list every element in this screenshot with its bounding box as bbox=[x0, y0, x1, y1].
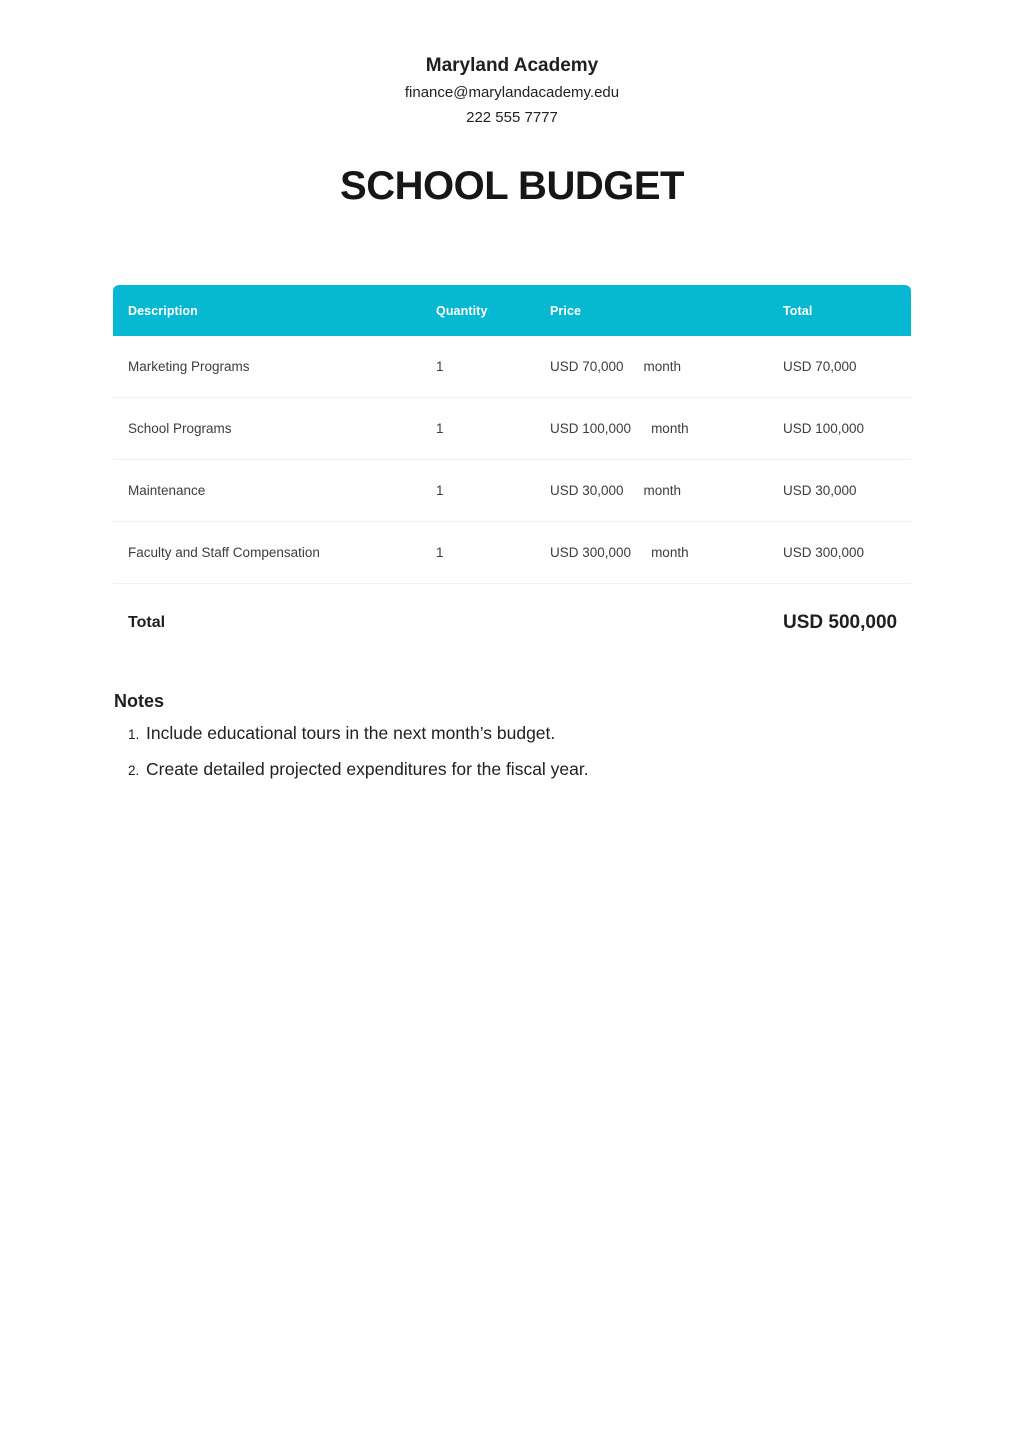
table-row bbox=[113, 522, 911, 584]
cell-quantity: 1 bbox=[436, 421, 444, 436]
total-value: USD 500,000 bbox=[783, 612, 898, 633]
total-label: Total bbox=[128, 614, 166, 631]
note-text: Create detailed projected expenditures for the fiscal year. bbox=[146, 759, 589, 779]
price-unit: month bbox=[643, 483, 682, 498]
cell-description: Maintenance bbox=[128, 483, 206, 498]
price-amount: USD 70,000 bbox=[550, 359, 624, 374]
org-name: Maryland Academy bbox=[425, 55, 599, 76]
note-number: 2. bbox=[128, 763, 140, 778]
page-title: SCHOOL BUDGET bbox=[340, 164, 684, 208]
cell-price bbox=[550, 421, 783, 436]
table-row bbox=[113, 460, 911, 522]
cell-description: School Programs bbox=[128, 421, 232, 436]
summary-row bbox=[113, 603, 911, 643]
price-amount: USD 30,000 bbox=[550, 483, 624, 498]
notes-heading: Notes bbox=[114, 691, 165, 711]
org-email: finance@marylandacademy.edu bbox=[404, 84, 620, 101]
cell-description: Marketing Programs bbox=[128, 359, 250, 374]
column-header-description: Description bbox=[128, 303, 198, 318]
list-item bbox=[114, 719, 911, 749]
column-header-price: Price bbox=[550, 303, 582, 318]
list-item bbox=[114, 755, 911, 785]
cell-price bbox=[550, 483, 783, 498]
cell-price bbox=[550, 545, 783, 560]
cell-quantity: 1 bbox=[436, 545, 444, 560]
price-amount: USD 300,000 bbox=[550, 545, 632, 560]
org-phone: 222 555 7777 bbox=[466, 109, 558, 126]
budget-table bbox=[113, 285, 911, 643]
cell-total: USD 70,000 bbox=[783, 359, 857, 374]
notes-section bbox=[114, 689, 911, 785]
price-unit: month bbox=[643, 359, 682, 374]
cell-description: Faculty and Staff Compensation bbox=[128, 545, 320, 560]
price-unit: month bbox=[651, 421, 689, 436]
note-text: Include educational tours in the next month’s budget. bbox=[146, 723, 556, 743]
note-number: 1. bbox=[128, 727, 140, 742]
column-header-total: Total bbox=[783, 303, 813, 318]
table-header-row bbox=[113, 285, 911, 336]
table-row bbox=[113, 398, 911, 460]
cell-total: USD 100,000 bbox=[783, 421, 865, 436]
letterhead bbox=[0, 0, 1024, 128]
cell-quantity: 1 bbox=[436, 483, 444, 498]
price-amount: USD 100,000 bbox=[550, 421, 632, 436]
price-unit: month bbox=[651, 545, 689, 560]
cell-total: USD 30,000 bbox=[783, 483, 857, 498]
cell-quantity: 1 bbox=[436, 359, 444, 374]
table-row bbox=[113, 336, 911, 398]
column-header-quantity: Quantity bbox=[436, 303, 488, 318]
cell-price bbox=[550, 359, 783, 374]
cell-total: USD 300,000 bbox=[783, 545, 865, 560]
